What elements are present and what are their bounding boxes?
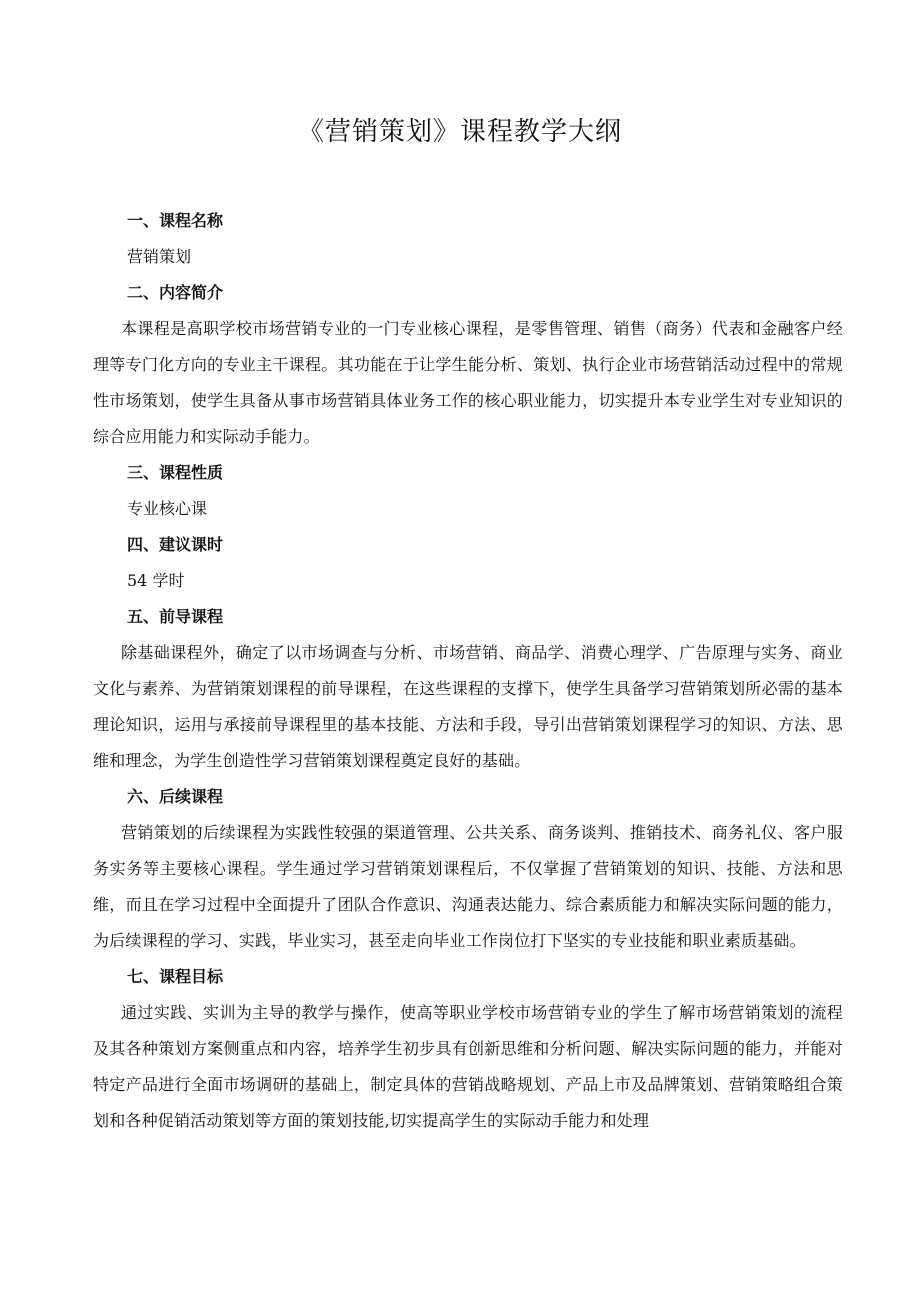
section-heading-prerequisite-courses: 五、前导课程 bbox=[127, 607, 224, 626]
section-body-course-objectives: 通过实践、实训为主导的教学与操作，使高等职业学校市场营销专业的学生了解市场营销策划的流程及其各种策划方案侧重点和内容，培养学生初步具有创新思维和分析问题、解决实际问题的能力，并能对特定产品进行全面市场调研的基础上，制定具体的营销战略规划、产品上市及品牌策划、营销策略组合策划和各种促销活动策划等方面的策划技能,切实提高学生的实际动手能力和处理 bbox=[93, 1003, 843, 1130]
section-body-course-nature: 专业核心课 bbox=[127, 499, 208, 518]
section-body-suggested-hours: 54 学时 bbox=[127, 571, 185, 590]
section-heading-course-nature: 三、课程性质 bbox=[127, 463, 224, 482]
section-heading-course-name: 一、课程名称 bbox=[127, 211, 224, 230]
section-body-course-name: 营销策划 bbox=[127, 247, 192, 266]
section-body-introduction: 本课程是高职学校市场营销专业的一门专业核心课程，是零售管理、销售（商务）代表和金融客户经理等专门化方向的专业主干课程。其功能在于让学生能分析、策划、执行企业市场营销活动过程中的常规性市场策划，使学生具备从事市场营销具体业务工作的核心职业能力，切实提升本专业学生对专业知识的综合应用能力和实际动手能力。 bbox=[93, 319, 843, 446]
document-body bbox=[93, 203, 843, 1139]
section-heading-suggested-hours: 四、建议课时 bbox=[127, 535, 224, 554]
section-body-follow-up-courses: 营销策划的后续课程为实践性较强的渠道管理、公共关系、商务谈判、推销技术、商务礼仪、客户服务实务等主要核心课程。学生通过学习营销策划课程后，不仅掌握了营销策划的知识、技能、方法和思维，而且在学习过程中全面提升了团队合作意识、沟通表达能力、综合素质能力和解决实际问题的能力，为后续课程的学习、实践，毕业实习，甚至走向毕业工作岗位打下坚实的专业技能和职业素质基础。 bbox=[93, 823, 843, 950]
section-heading-course-objectives: 七、课程目标 bbox=[127, 967, 224, 986]
document-title: 《营销策划》课程教学大纲 bbox=[297, 117, 622, 147]
section-body-prerequisite-courses: 除基础课程外，确定了以市场调查与分析、市场营销、商品学、消费心理学、广告原理与实务、商业文化与素养、为营销策划课程的前导课程，在这些课程的支撑下，使学生具备学习营销策划所必需的基本理论知识，运用与承接前导课程里的基本技能、方法和手段，导引出营销策划课程学习的知识、方法、思维和理念，为学生创造性学习营销策划课程奠定良好的基础。 bbox=[93, 643, 843, 770]
section-heading-introduction: 二、内容简介 bbox=[127, 283, 224, 302]
section-heading-follow-up-courses: 六、后续课程 bbox=[127, 787, 224, 806]
